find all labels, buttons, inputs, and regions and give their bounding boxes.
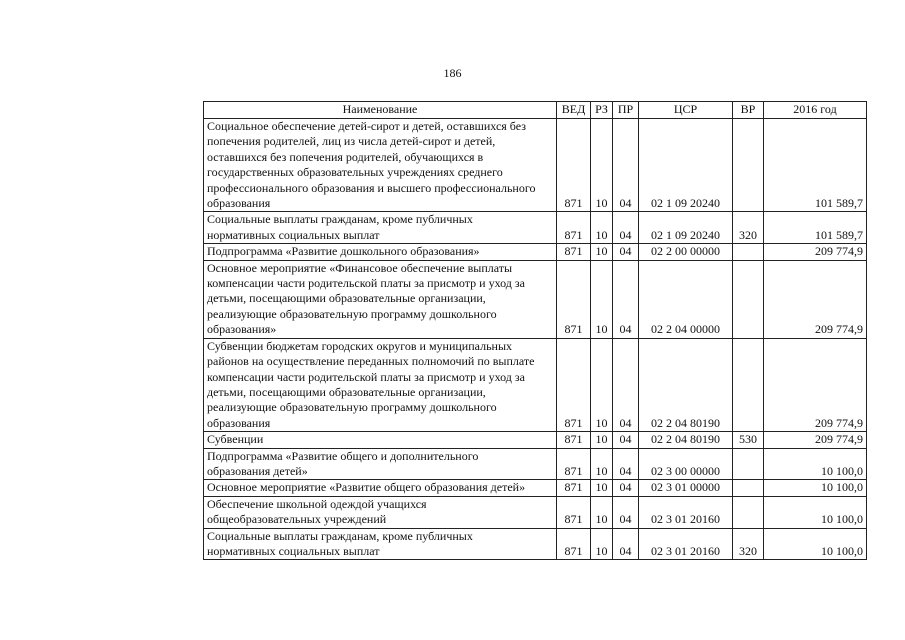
cell-amount: 10 100,0 xyxy=(764,480,867,496)
cell-name xyxy=(204,480,557,496)
cell-ved: 871 xyxy=(557,338,591,431)
cell-ved: 871 xyxy=(557,496,591,528)
cell-name xyxy=(204,244,557,260)
row-name-text: Подпрограмма «Развитие общего и дополнительного образования детей» xyxy=(207,448,479,478)
cell-ved: 871 xyxy=(557,448,591,480)
cell-rz: 10 xyxy=(591,480,613,496)
header-ved: ВЕД xyxy=(557,102,591,119)
table-row xyxy=(204,448,867,480)
table-row xyxy=(204,338,867,431)
cell-name xyxy=(204,212,557,244)
header-name: Наименование xyxy=(204,102,557,119)
cell-amount: 101 589,7 xyxy=(764,119,867,212)
cell-csr: 02 1 09 20240 xyxy=(639,212,733,244)
cell-ved: 871 xyxy=(557,432,591,448)
cell-pr: 04 xyxy=(613,212,639,244)
cell-csr: 02 3 01 20160 xyxy=(639,528,733,560)
cell-amount: 10 100,0 xyxy=(764,496,867,528)
table-row xyxy=(204,260,867,338)
cell-pr: 04 xyxy=(613,448,639,480)
cell-amount: 209 774,9 xyxy=(764,432,867,448)
row-name-text: Субвенции xyxy=(207,432,264,447)
cell-ved: 871 xyxy=(557,119,591,212)
cell-pr: 04 xyxy=(613,260,639,338)
cell-csr: 02 3 01 20160 xyxy=(639,496,733,528)
cell-rz: 10 xyxy=(591,496,613,528)
cell-name xyxy=(204,448,557,480)
row-name-text: Социальные выплаты гражданам, кроме публичных нормативных социальных выплат xyxy=(207,528,473,558)
row-name-text: Социальное обеспечение детей-сирот и детей, оставшихся без попечения родителей, лиц из числа детей-сирот и детей, оставшихся без попечения родителей, обучающихся в государственных образовательных учреждениях среднего профессионального образования и высшего профессионального образования xyxy=(207,119,536,211)
cell-amount: 10 100,0 xyxy=(764,528,867,560)
cell-vr: 320 xyxy=(733,528,764,560)
cell-rz: 10 xyxy=(591,212,613,244)
cell-csr: 02 2 04 80190 xyxy=(639,432,733,448)
cell-amount: 209 774,9 xyxy=(764,244,867,260)
header-pr: ПР xyxy=(613,102,639,119)
cell-pr: 04 xyxy=(613,432,639,448)
table-row xyxy=(204,480,867,496)
header-rz: РЗ xyxy=(591,102,613,119)
table-row xyxy=(204,528,867,560)
cell-vr: 320 xyxy=(733,212,764,244)
cell-csr: 02 2 04 00000 xyxy=(639,260,733,338)
table-row xyxy=(204,496,867,528)
page-number: 186 xyxy=(443,66,462,80)
row-name-text: Социальные выплаты гражданам, кроме публичных нормативных социальных выплат xyxy=(207,212,473,242)
cell-csr: 02 1 09 20240 xyxy=(639,119,733,212)
cell-name xyxy=(204,260,557,338)
cell-rz: 10 xyxy=(591,528,613,560)
cell-ved: 871 xyxy=(557,260,591,338)
budget-table xyxy=(203,101,867,560)
cell-ved: 871 xyxy=(557,528,591,560)
cell-amount: 209 774,9 xyxy=(764,260,867,338)
cell-pr: 04 xyxy=(613,496,639,528)
cell-rz: 10 xyxy=(591,432,613,448)
cell-ved: 871 xyxy=(557,480,591,496)
cell-rz: 10 xyxy=(591,448,613,480)
cell-ved: 871 xyxy=(557,212,591,244)
cell-csr: 02 2 00 00000 xyxy=(639,244,733,260)
cell-amount: 101 589,7 xyxy=(764,212,867,244)
cell-vr xyxy=(733,480,764,496)
cell-vr xyxy=(733,496,764,528)
cell-name xyxy=(204,432,557,448)
table-row xyxy=(204,119,867,212)
cell-csr: 02 2 04 80190 xyxy=(639,338,733,431)
table-row xyxy=(204,432,867,448)
cell-vr xyxy=(733,448,764,480)
cell-amount: 209 774,9 xyxy=(764,338,867,431)
table-row xyxy=(204,244,867,260)
cell-vr xyxy=(733,260,764,338)
cell-rz: 10 xyxy=(591,244,613,260)
row-name-text: Основное мероприятие «Финансовое обеспечение выплаты компенсации части родительской платы за присмотр и уход за детьми, посещающими образовательные организации, реализующие образовательную программу дошкольного образования» xyxy=(207,260,525,337)
table-row xyxy=(204,212,867,244)
cell-rz: 10 xyxy=(591,338,613,431)
cell-vr xyxy=(733,338,764,431)
header-csr: ЦСР xyxy=(639,102,733,119)
cell-pr: 04 xyxy=(613,480,639,496)
cell-vr: 530 xyxy=(733,432,764,448)
cell-csr: 02 3 01 00000 xyxy=(639,480,733,496)
cell-pr: 04 xyxy=(613,338,639,431)
header-year: 2016 год xyxy=(764,102,867,119)
cell-rz: 10 xyxy=(591,119,613,212)
row-name-text: Обеспечение школьной одеждой учащихся общеобразовательных учреждений xyxy=(207,496,427,527)
row-name-text: Основное мероприятие «Развитие общего образования детей» xyxy=(207,480,526,495)
row-name-text: Субвенции бюджетам городских округов и муниципальных районов на осуществление переданных полномочий по выплате компенсации части родительской платы за присмотр и уход за детьми, посещающими образовательные организации, реализующие образовательную программу дошкольного образования xyxy=(207,338,535,430)
cell-pr: 04 xyxy=(613,119,639,212)
cell-amount: 10 100,0 xyxy=(764,448,867,480)
cell-vr xyxy=(733,244,764,260)
cell-pr: 04 xyxy=(613,244,639,260)
header-row xyxy=(204,102,867,119)
row-name-text: Подпрограмма «Развитие дошкольного образования» xyxy=(207,244,480,259)
cell-ved: 871 xyxy=(557,244,591,260)
cell-name xyxy=(204,119,557,212)
cell-name xyxy=(204,528,557,560)
cell-vr xyxy=(733,119,764,212)
cell-name xyxy=(204,496,557,528)
cell-rz: 10 xyxy=(591,260,613,338)
cell-name xyxy=(204,338,557,431)
cell-pr: 04 xyxy=(613,528,639,560)
cell-csr: 02 3 00 00000 xyxy=(639,448,733,480)
header-vr: ВР xyxy=(733,102,764,119)
